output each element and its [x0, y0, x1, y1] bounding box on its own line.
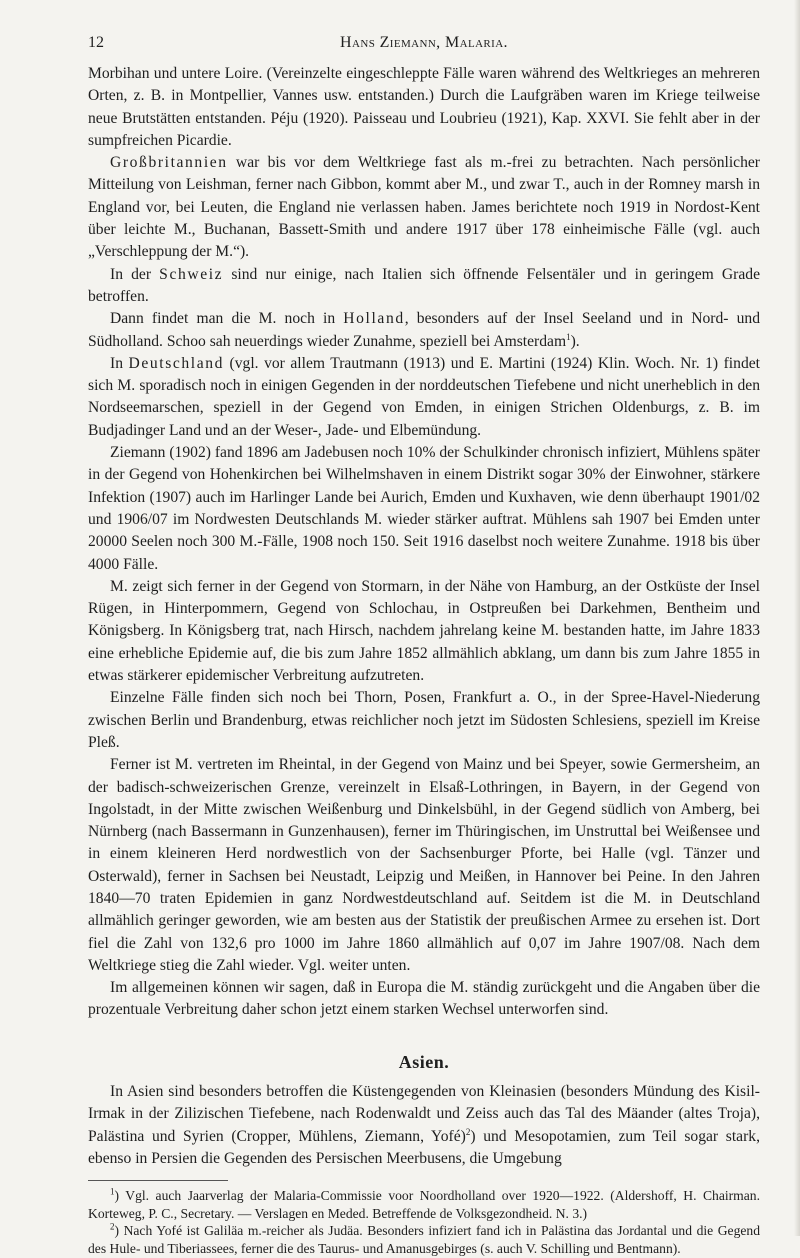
page-edge-shadow	[794, 0, 800, 1236]
paragraph: In Deutschland (vgl. vor allem Trautmann (1913) und E. Martini (1924) Klin. Woch. Nr. 1) findet sich M. sporadisch noch in einigen Gegenden in der norddeutschen Tiefebene und nicht unerheblich in den Nordseemarschen, speziell in der Gegend von Emden, in einigen Strichen Oldenburgs, z. B. im Budjadinger Land und an der Weser-, Jade- und Elbemündung.	[88, 354, 760, 439]
body-text	[88, 63, 760, 1258]
paragraph: In der Schweiz sind nur einige, nach Italien sich öffnende Felsentäler und in geringem Grade betroffen.	[88, 265, 760, 305]
footnote-mark: 1	[110, 1186, 115, 1197]
country-name: Schweiz	[159, 265, 224, 283]
paragraph: Einzelne Fälle finden sich noch bei Thorn, Posen, Frankfurt a. O., in der Spree-Havel-Niederung zwischen Berlin und Brandenburg, etwas reichlicher noch jetzt im Südosten Schlesiens, speziell im Kreise Pleß.	[88, 689, 760, 751]
footnote-ref: 2	[465, 1126, 471, 1137]
page-header	[88, 34, 760, 58]
country-name: Holland	[343, 310, 405, 328]
section-heading: Asien.	[398, 1051, 450, 1072]
paragraph: Großbritannien war bis vor dem Weltkriege fast als m.-frei zu betrachten. Nach persönlicher Mitteilung von Leishman, ferner nach Gibbon, kommt aber M., und zwar T., auch in der Romney marsh in England vor, bei Leuten, die England nie verlassen haben. James berichtete noch 1919 in Nordost-Kent über leichte M., Buchanan, Bassett-Smith und andere 1917 über 178 einheimische Fälle (vgl. auch „Verschleppung der M.“).	[88, 154, 760, 261]
footnote-divider	[88, 1180, 228, 1181]
paragraph: Dann findet man die M. noch in Holland, besonders auf der Insel Seeland und in Nord- und Südholland. Schoo sah neuerdings wieder Zunahme, speziell bei Amsterdam$^1$).	[88, 310, 760, 350]
paragraph: Ziemann (1902) fand 1896 am Jadebusen noch 10% der Schulkinder chronisch infiziert, Mühlens später in der Gegend von Hohenkirchen bei Wilhelmshaven in einem Distrikt sogar 30% der Einwohner, stärkere Infektion (1907) auch im Harlinger Lande bei Aurich, Emden und Kuxhaven, wie denn überhaupt 1901/02 und 1906/07 im Nordwesten Deutschlands M. wieder stärker auftrat. Mühlens sah 1907 bei Emden unter 20000 Seelen noch 300 M.-Fälle, 1908 noch 150. Seit 1916 daselbst noch weitere Zunahme. 1918 bis über 4000 Fälle.	[88, 444, 760, 573]
running-title: Hans Ziemann, Malaria.	[340, 34, 508, 51]
footnotes	[88, 1187, 760, 1257]
paragraph: M. zeigt sich ferner in der Gegend von Stormarn, in der Nähe von Hamburg, an der Ostküste der Insel Rügen, in Hinterpommern, Gegend von Schlochau, in Ostpreußen bei Darkehmen, Bentheim und Königsberg. In Königsberg trat, nach Hirsch, nachdem jahrelang keine M. bestanden hatte, im Jahre 1833 eine erhebliche Epidemie auf, die bis zum Jahre 1852 allmählich abklang, um dann bis zum Jahre 1855 in etwas stärkerer epidemischer Verbreitung aufzutreten.	[88, 577, 760, 685]
paragraph: Im allgemeinen können wir sagen, daß in Europa die M. ständig zurückgeht und die Angaben über die prozentuale Verbreitung daher schon jetzt einem starken Wechsel unterworfen sind.	[88, 979, 760, 1019]
paragraph: In Asien sind besonders betroffen die Küstengegenden von Kleinasien (besonders Mündung des Kisil-Irmak in der Zilizischen Tiefebene, nach Rodenwaldt und Zeiss auch das Tal des Mäander (altes Troja), Palästina und Syrien (Cropper, Mühlens, Ziemann, Yofé)$^2$) und Mesopotamien, zum Teil sogar stark, ebenso in Persien die Gegenden des Persischen Meerbusens, die Umgebung	[88, 1083, 760, 1167]
country-name: Deutschland	[128, 354, 225, 372]
page-number: 12	[88, 34, 104, 51]
paragraph: Ferner ist M. vertreten im Rheintal, in der Gegend von Mainz und bei Speyer, sowie Germersheim, an der badisch-schweizerischen Grenze, vereinzelt in Elsaß-Lothringen, in Bayern, in der Gegend von Ingolstadt, in der Mitte zwischen Weißenburg und Dinkelsbühl, in der Gegend südlich von Amberg, bei Nürnberg (nach Bassermann in Gunzenhausen), ferner im Thüringischen, im Unstruttal bei Weißensee und in einem kleineren Herd nordwestlich von der Sachsenburger Pforte, bei Halle (vgl. Tänzer und Osterwald), ferner in Sachsen bei Neustadt, Leipzig und Meißen, in Hannover bei Peine. In den Jahren 1840—70 traten Epidemien in ganz Nordwestdeutschland auf. Seitdem ist die M. in Deutschland allmählich geringer geworden, wie am besten aus der Statistik der preußischen Armee zu ersehen ist. Dort fiel die Zahl von 132,6 pro 1000 im Jahre 1860 allmählich auf 0,07 im Jahre 1907/08. Nach dem Weltkriege stieg die Zahl wieder. Vgl. weiter unten.	[88, 756, 760, 974]
footnote: $^2$) Nach Yofé ist Galiläa m.-reicher als Judäa. Besonders infiziert fand ich in Palästina das Jordantal und die Gegend des Hule- und Tiberiassees, ferner die des Taurus- und Amanusgebirges (s. auch V. Schilling und Bentmann).	[88, 1221, 760, 1257]
footnote: $^1$) Vgl. auch Jaarverlag der Malaria-Commissie voor Noordholland over 1920—1922. (Aldershoff, H. Chairman. Korteweg, P. C., Secretary. — Verslagen en Meded. Betreffende de Volksgezondheid. N. 3.)	[88, 1186, 760, 1221]
footnote-ref: 1	[566, 331, 571, 342]
country-name: Großbritannien	[110, 154, 228, 172]
footnote-mark: 2	[110, 1221, 115, 1232]
paragraph: Morbihan und untere Loire. (Vereinzelte eingeschleppte Fälle waren während des Weltkrieges an mehreren Orten, z. B. in Montpellier, Vannes usw. entstanden.) Durch die Laufgräben waren im Kriege teilweise neue Brutstätten entstanden. Péju (1920). Paisseau und Loubrieu (1921), Kap. XXVI. Sie fehlt aber in der sumpfreichen Picardie.	[88, 65, 760, 149]
